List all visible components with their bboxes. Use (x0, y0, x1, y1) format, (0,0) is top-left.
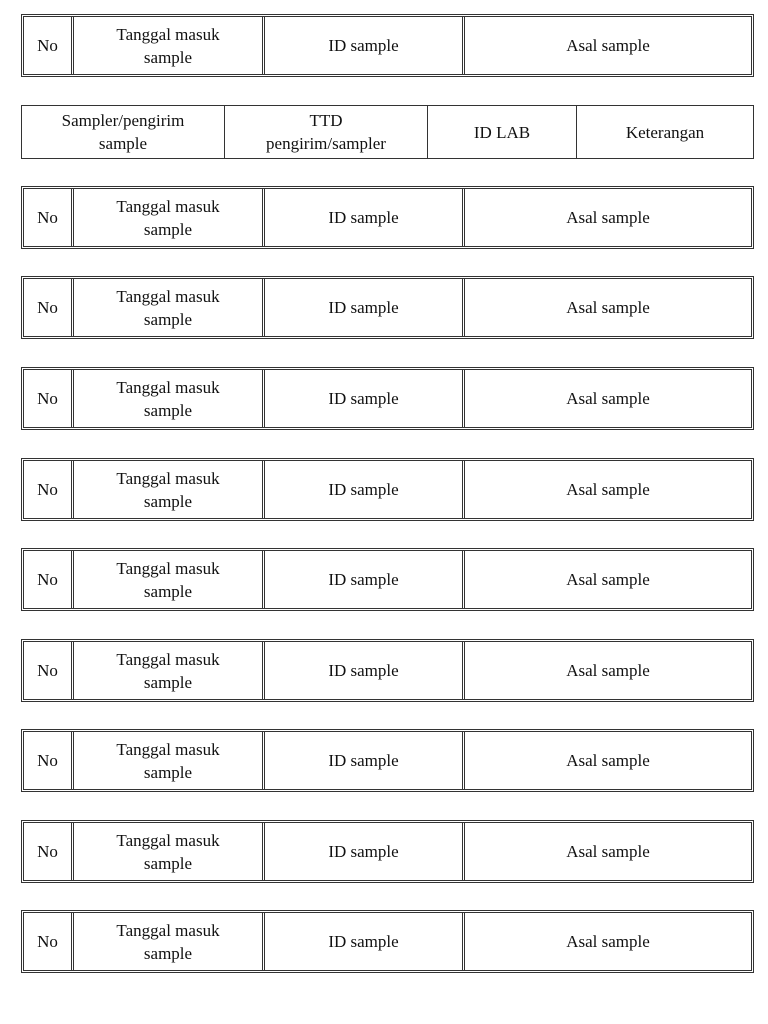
sample-table-header-2 (21, 186, 754, 249)
col-id-sample: ID sample (262, 913, 462, 970)
col-no: No (37, 36, 58, 55)
col-id-sample: ID sample (262, 551, 462, 608)
sample-table-header-4 (21, 367, 754, 430)
col-asal-sample: Asal sample (462, 823, 751, 880)
sample-table-header-10 (21, 910, 754, 973)
sender-table-header (21, 105, 754, 159)
col-id-sample: ID sample (262, 370, 462, 427)
col-id-sample: ID sample (262, 189, 462, 246)
col-id-sample: ID sample (262, 732, 462, 789)
col-asal-sample: Asal sample (462, 642, 751, 699)
col-asal-sample: Asal sample (462, 370, 751, 427)
col-no: No (37, 298, 58, 317)
col-tanggal-masuk: Tanggal masuk sample (71, 189, 262, 246)
sample-table-header-3 (21, 276, 754, 339)
col-asal-sample: Asal sample (462, 461, 751, 518)
col-no: No (37, 751, 58, 770)
col-no: No (37, 208, 58, 227)
col-tanggal-masuk: Tanggal masuk sample (71, 370, 262, 427)
col-no: No (37, 480, 58, 499)
col-id-sample: ID sample (262, 642, 462, 699)
col-tanggal-masuk: Tanggal masuk sample (71, 823, 262, 880)
sample-table-header-9 (21, 820, 754, 883)
col-asal-sample: Asal sample (462, 913, 751, 970)
col-id-sample: ID sample (262, 17, 462, 74)
col-sampler-pengirim: Sampler/pengirim sample (61, 111, 185, 153)
col-tanggal-masuk: Tanggal masuk sample (71, 642, 262, 699)
col-id-sample: ID sample (262, 461, 462, 518)
col-tanggal-masuk: Tanggal masuk sample (71, 461, 262, 518)
col-asal-sample: Asal sample (462, 279, 751, 336)
col-ttd-pengirim: TTD pengirim/sampler (224, 106, 427, 158)
col-no: No (37, 932, 58, 951)
col-tanggal-masuk: Tanggal masuk sample (71, 551, 262, 608)
col-tanggal-masuk: Tanggal masuk sample (71, 913, 262, 970)
col-keterangan: Keterangan (576, 106, 753, 158)
col-id-sample: ID sample (262, 823, 462, 880)
col-no: No (37, 661, 58, 680)
sample-table-header-1 (21, 14, 754, 77)
sample-table-header-7 (21, 639, 754, 702)
sample-table-header-8 (21, 729, 754, 792)
sample-table-header-5 (21, 458, 754, 521)
sample-table-header-6 (21, 548, 754, 611)
col-tanggal-masuk: Tanggal masuk sample (71, 17, 262, 74)
col-tanggal-masuk: Tanggal masuk sample (71, 279, 262, 336)
col-asal-sample: Asal sample (462, 732, 751, 789)
col-asal-sample: Asal sample (462, 17, 751, 74)
col-asal-sample: Asal sample (462, 551, 751, 608)
col-tanggal-masuk: Tanggal masuk sample (71, 732, 262, 789)
col-id-lab: ID LAB (427, 106, 576, 158)
col-id-sample: ID sample (262, 279, 462, 336)
col-asal-sample: Asal sample (462, 189, 751, 246)
col-no: No (37, 842, 58, 861)
col-no: No (37, 570, 58, 589)
col-no: No (37, 389, 58, 408)
